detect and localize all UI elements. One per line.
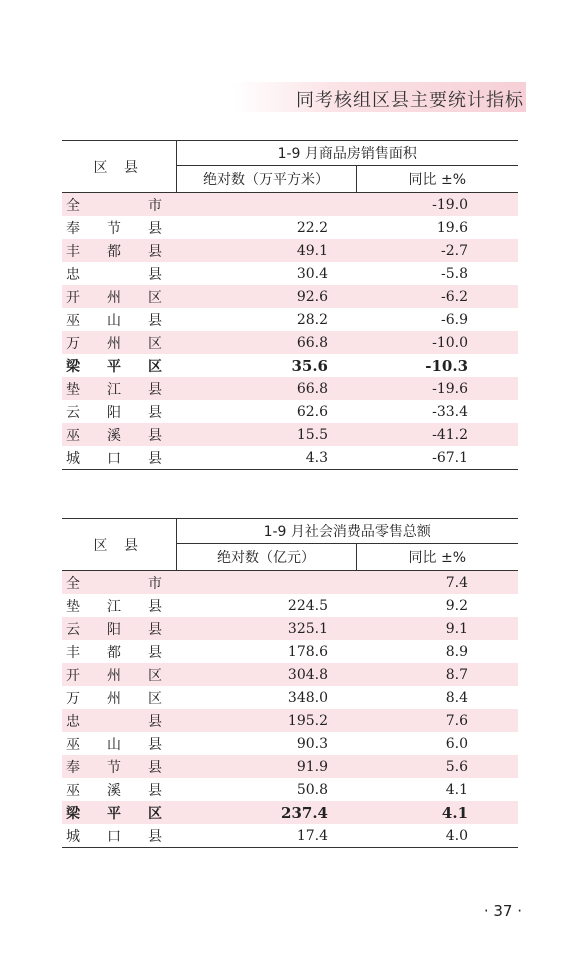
- district-name: 忠 县: [66, 713, 162, 730]
- district-name-cell: [62, 778, 176, 801]
- yoy-value: -10.3: [425, 356, 469, 375]
- housing-sales-table: [62, 140, 518, 470]
- absolute-value: 66.8: [176, 377, 356, 400]
- yoy-value: 4.1: [356, 801, 518, 824]
- yoy-value: -5.8: [441, 265, 469, 282]
- table-row: [62, 331, 518, 354]
- yoy-value: -41.2: [356, 423, 518, 446]
- table-row: [62, 262, 518, 285]
- district-name: 万 州 区: [66, 335, 162, 352]
- district-name: 云 阳 县: [66, 404, 162, 421]
- district-name-cell: [62, 285, 176, 308]
- district-name: 巫 山 县: [66, 736, 162, 753]
- absolute-value: 17.4: [176, 824, 356, 848]
- district-name: 巫 溪 县: [66, 427, 162, 444]
- yoy-value: 9.1: [356, 617, 518, 640]
- table-row: [62, 193, 518, 217]
- yoy-value: 6.0: [445, 735, 469, 752]
- table-row: [62, 423, 518, 446]
- district-name-cell: [62, 824, 176, 848]
- district-name: 城 口 县: [66, 450, 162, 467]
- district-name-cell: [62, 377, 176, 400]
- table-row: [62, 640, 518, 663]
- table-row: [62, 709, 518, 732]
- table-row: [62, 285, 518, 308]
- table-row: [62, 732, 518, 755]
- district-name-cell: [62, 193, 176, 217]
- yoy-value: 7.6: [356, 709, 518, 732]
- absolute-value: 91.9: [176, 755, 356, 778]
- absolute-value: 195.2: [176, 709, 356, 732]
- district-name: 全 市: [66, 575, 162, 592]
- table-row: [62, 571, 518, 595]
- table-row: [62, 400, 518, 423]
- yoy-value: 9.2: [445, 597, 469, 614]
- district-name: 开 州 区: [66, 667, 162, 684]
- table-row: [62, 663, 518, 686]
- absolute-value: 224.5: [287, 597, 328, 614]
- yoy-value: 5.6: [356, 755, 518, 778]
- table-row: [62, 617, 518, 640]
- yoy-value: 4.0: [356, 824, 518, 848]
- yoy-value: -33.4: [432, 403, 469, 420]
- district-name: 城 口 县: [66, 828, 162, 845]
- district-name: 垫 江 县: [66, 381, 162, 398]
- yoy-value: -19.6: [356, 377, 518, 400]
- yoy-value: -2.7: [356, 239, 518, 262]
- district-name: 丰 都 县: [66, 243, 162, 260]
- yoy-value: 8.7: [356, 663, 518, 686]
- table-body: [62, 571, 518, 848]
- district-name-cell: [62, 640, 176, 663]
- absolute-column-header: 绝对数（亿元）: [176, 544, 356, 571]
- table-row: [62, 239, 518, 262]
- table-row: [62, 686, 518, 709]
- table-row: [62, 446, 518, 470]
- absolute-value: 15.5: [176, 423, 356, 446]
- yoy-column-header: 同比 ±%: [356, 166, 518, 193]
- district-name-cell: [62, 308, 176, 331]
- district-name: 梁 平 区: [66, 805, 162, 822]
- absolute-value: 28.2: [296, 311, 328, 328]
- district-name-cell: [62, 709, 176, 732]
- yoy-value: 8.4: [445, 689, 469, 706]
- district-name: 全 市: [66, 197, 162, 214]
- table-row: [62, 354, 518, 377]
- district-name: 开 州 区: [66, 289, 162, 306]
- indicator-title: 1-9 月商品房销售面积: [176, 141, 518, 166]
- absolute-column-header: 绝对数（万平方米）: [176, 166, 356, 193]
- yoy-value: -6.2: [356, 285, 518, 308]
- absolute-value: [176, 193, 356, 217]
- yoy-value: 8.9: [445, 643, 469, 660]
- district-name-cell: [62, 423, 176, 446]
- table-row: [62, 801, 518, 824]
- district-name-cell: [62, 331, 176, 354]
- district-name: 奉 节 县: [66, 759, 162, 776]
- absolute-value: 49.1: [176, 239, 356, 262]
- table-row: [62, 778, 518, 801]
- absolute-value: 22.2: [296, 219, 328, 236]
- district-name-cell: [62, 262, 176, 285]
- absolute-value: 30.4: [296, 265, 328, 282]
- retail-sales-table: [62, 518, 518, 848]
- district-name-cell: [62, 446, 176, 470]
- yoy-value: 19.6: [436, 219, 469, 236]
- absolute-value: 66.8: [176, 331, 356, 354]
- absolute-value: [176, 571, 356, 595]
- district-name-cell: [62, 400, 176, 423]
- yoy-value: 4.1: [445, 781, 469, 798]
- district-name-cell: [62, 354, 176, 377]
- district-name-cell: [62, 239, 176, 262]
- district-name-cell: [62, 594, 176, 617]
- absolute-value: 4.3: [176, 446, 356, 470]
- district-name-cell: [62, 617, 176, 640]
- absolute-value: 50.8: [296, 781, 328, 798]
- district-name: 梁 平 区: [66, 358, 162, 375]
- district-name-cell: [62, 755, 176, 778]
- yoy-value: -10.0: [356, 331, 518, 354]
- absolute-value: 62.6: [296, 403, 328, 420]
- absolute-value: 304.8: [176, 663, 356, 686]
- table-row: [62, 216, 518, 239]
- yoy-value: -19.0: [356, 193, 518, 217]
- district-name-cell: [62, 732, 176, 755]
- district-name-cell: [62, 571, 176, 595]
- district-name: 忠 县: [66, 266, 162, 283]
- absolute-value: 35.6: [291, 356, 328, 375]
- district-name-cell: [62, 801, 176, 824]
- table-row: [62, 308, 518, 331]
- district-name-cell: [62, 663, 176, 686]
- absolute-value: 237.4: [176, 801, 356, 824]
- district-name-cell: [62, 686, 176, 709]
- yoy-value: 7.4: [356, 571, 518, 595]
- district-name: 奉 节 县: [66, 220, 162, 237]
- absolute-value: 90.3: [296, 735, 328, 752]
- table-row: [62, 377, 518, 400]
- yoy-value: -6.9: [441, 311, 469, 328]
- table-row: [62, 824, 518, 848]
- page-number: · 37 ·: [483, 902, 522, 920]
- district-column-header: 区 县: [62, 141, 176, 193]
- district-column-header: 区 县: [62, 519, 176, 571]
- absolute-value: 325.1: [176, 617, 356, 640]
- absolute-value: 348.0: [287, 689, 328, 706]
- table-row: [62, 594, 518, 617]
- district-name-cell: [62, 216, 176, 239]
- table-row: [62, 755, 518, 778]
- district-name: 巫 溪 县: [66, 782, 162, 799]
- page-title: 同考核组区县主要统计指标: [296, 90, 524, 111]
- table-body: [62, 193, 518, 470]
- indicator-title: 1-9 月社会消费品零售总额: [176, 519, 518, 544]
- district-name: 丰 都 县: [66, 644, 162, 661]
- district-name: 万 州 区: [66, 690, 162, 707]
- yoy-value: -67.1: [356, 446, 518, 470]
- district-name: 云 阳 县: [66, 621, 162, 638]
- absolute-value: 178.6: [287, 643, 328, 660]
- district-name: 巫 山 县: [66, 312, 162, 329]
- district-name: 垫 江 县: [66, 598, 162, 615]
- yoy-column-header: 同比 ±%: [356, 544, 518, 571]
- absolute-value: 92.6: [176, 285, 356, 308]
